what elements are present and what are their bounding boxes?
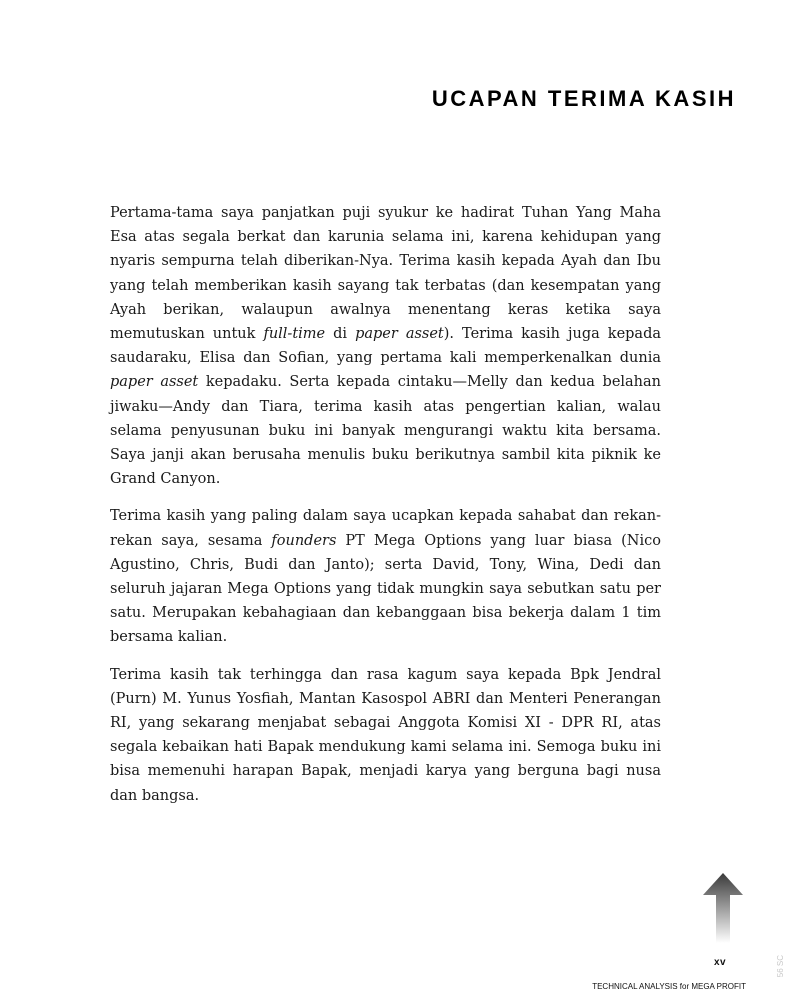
paragraph-2-text-2: PT Mega Options yang luar biasa (Nico Agustino, Chris, Budi dan Janto); serta David, Tony, Wina, Dedi dan seluruh jajaran Mega Options yang tidak mungkin saya sebutkan satu per satu. Merupakan kebahagiaan dan kebanggaan bisa bekerja dalam 1 tim bersama kalian. (110, 532, 661, 646)
paragraph-1-italic-2: paper asset (355, 326, 444, 343)
page-title: UCAPAN TERIMA KASIH (431, 86, 736, 111)
paragraph-1 (110, 201, 661, 491)
body-text (110, 201, 661, 821)
paragraph-3: Terima kasih tak terhingga dan rasa kagum saya kepada Bpk Jendral (Purn) M. Yunus Yosfiah, Mantan Kasospol ABRI dan Menteri Penerangan RI, yang sekarang menjabat sebagai Anggota Komisi XI - DPR RI, atas segala kebaikan hati Bapak mendukung kami selama ini. Semoga buku ini bisa memenuhi harapan Bapak, menjadi karya yang berguna bagi nusa dan bangsa. (110, 666, 661, 804)
footer-title: TECHNICAL ANALYSIS for MEGA PROFIT (592, 982, 746, 991)
paragraph-1-italic-3: paper asset (110, 374, 199, 391)
up-arrow-icon[interactable] (703, 873, 743, 943)
paragraph-2-text-1: Terima kasih yang paling dalam saya ucapkan kepada sahabat dan rekan-rekan saya, sesama (110, 508, 661, 549)
paragraph-1-italic-1: full-time (263, 326, 326, 343)
side-mark: 56 SC (776, 955, 785, 978)
paragraph-1-text-3: ). Terima kasih juga kepada saudaraku, Elisa dan Sofian, yang pertama kali memperkenalkan dunia (110, 326, 661, 367)
paragraph-2-italic-1: founders (271, 532, 337, 549)
paragraph-1-text-2: di (325, 326, 356, 343)
page-number: xv (714, 957, 727, 968)
paragraph-1-text-4: kepadaku. Serta kepada cintaku—Melly dan kedua belahan jiwaku—Andy dan Tiara, terima kasih atas pengertian kalian, walau selama penyusunan buku ini banyak mengurangi waktu kita bersama. Saya janji akan berusaha menulis buku berikutnya sambil kita piknik ke Grand Canyon. (110, 374, 662, 488)
paragraph-2 (110, 504, 661, 649)
paragraph-1-text-1: Pertama-tama saya panjatkan puji syukur ke hadirat Tuhan Yang Maha Esa atas segala berkat dan karunia selama ini, karena kehidupan yang nyaris sempurna telah diberikan-Nya. Terima kasih kepada Ayah dan Ibu yang telah memberikan kasih sayang tak terbatas (dan kesempatan yang Ayah berikan, walaupun awalnya menentang keras ketika saya memutuskan untuk (110, 205, 661, 343)
